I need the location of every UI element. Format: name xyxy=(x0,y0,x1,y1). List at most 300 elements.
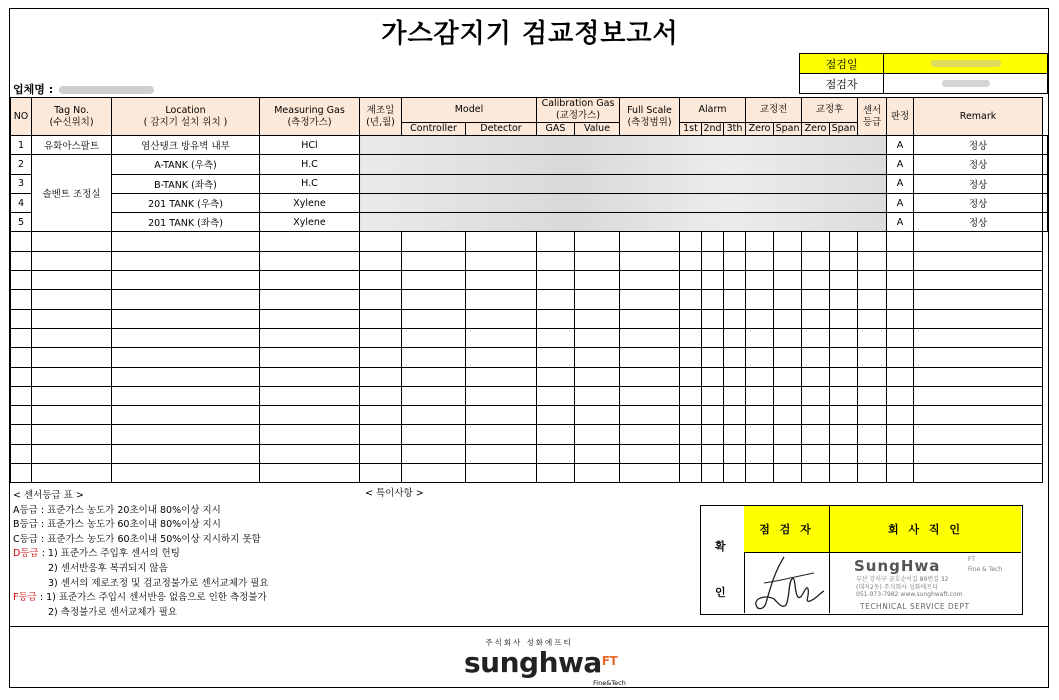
empty-cell xyxy=(112,464,260,483)
empty-cell xyxy=(537,271,575,290)
company-stamp xyxy=(830,553,1021,613)
empty-cell xyxy=(620,444,680,463)
empty-cell xyxy=(575,348,620,367)
empty-cell xyxy=(260,406,360,425)
empty-cell xyxy=(11,232,32,251)
empty-cell xyxy=(802,328,830,347)
empty-cell xyxy=(802,444,830,463)
empty-cell xyxy=(702,406,724,425)
inspection-date-value xyxy=(884,54,1048,74)
empty-cell xyxy=(620,348,680,367)
empty-cell xyxy=(466,367,537,386)
empty-cell xyxy=(112,290,260,309)
empty-table-row xyxy=(11,290,1048,309)
footer-corp-name: 주식회사 성화에프티 xyxy=(485,638,573,647)
empty-cell xyxy=(802,367,830,386)
empty-cell xyxy=(774,348,802,367)
row-redacted xyxy=(360,193,887,212)
header-location: Location ( 감지기 설치 위치 ) xyxy=(112,98,260,136)
header-cal-gas: Calibration Gas (교정가스) xyxy=(537,98,620,123)
header-alarm: Alarm xyxy=(680,98,746,123)
table-row xyxy=(11,193,1048,212)
empty-cell xyxy=(774,464,802,483)
empty-cell xyxy=(112,425,260,444)
empty-cell xyxy=(680,290,702,309)
inspection-date-label: 점검일 xyxy=(800,54,884,74)
empty-cell xyxy=(32,232,112,251)
row-redacted xyxy=(360,136,887,155)
empty-cell xyxy=(260,328,360,347)
empty-cell xyxy=(112,251,260,270)
header-manufactured: 제조일 (년,월) xyxy=(360,98,402,136)
row-grade: A xyxy=(887,155,914,174)
header-after-span: Span xyxy=(830,123,858,136)
empty-cell xyxy=(802,309,830,328)
empty-cell xyxy=(260,348,360,367)
empty-table-row xyxy=(11,406,1048,425)
empty-cell xyxy=(702,328,724,347)
signature-box xyxy=(744,553,830,613)
empty-cell xyxy=(887,425,914,444)
empty-cell xyxy=(537,328,575,347)
row-remark xyxy=(1043,155,1048,174)
empty-cell xyxy=(32,464,112,483)
empty-cell xyxy=(11,464,32,483)
empty-cell xyxy=(402,464,466,483)
empty-cell xyxy=(466,406,537,425)
empty-cell xyxy=(260,290,360,309)
empty-cell xyxy=(724,309,746,328)
empty-cell xyxy=(620,328,680,347)
empty-cell xyxy=(537,348,575,367)
row-no: 5 xyxy=(11,213,32,232)
confirm-side: 확 인 xyxy=(701,506,745,613)
empty-cell xyxy=(402,367,466,386)
empty-cell xyxy=(11,328,32,347)
empty-cell xyxy=(402,406,466,425)
empty-cell xyxy=(680,367,702,386)
empty-cell xyxy=(802,251,830,270)
header-before-span: Span xyxy=(774,123,802,136)
empty-cell xyxy=(575,464,620,483)
empty-cell xyxy=(887,386,914,405)
row-no: 4 xyxy=(11,193,32,212)
empty-cell xyxy=(702,367,724,386)
row-remark xyxy=(1043,136,1048,155)
empty-cell xyxy=(802,464,830,483)
stamp-brand: SungHwa xyxy=(854,557,941,575)
empty-cell xyxy=(680,271,702,290)
empty-cell xyxy=(887,251,914,270)
empty-cell xyxy=(746,232,774,251)
empty-cell xyxy=(620,425,680,444)
grade-d-3: 3) 센서의 제로조정 및 검교정불가로 센서교체가 필요 xyxy=(48,577,269,589)
row-tag-merged: 솔벤트 조정실 xyxy=(32,155,112,232)
empty-cell xyxy=(724,328,746,347)
empty-cell xyxy=(746,464,774,483)
row-gas: H.C xyxy=(260,174,360,193)
row-gas: Xylene xyxy=(260,193,360,212)
empty-cell xyxy=(724,348,746,367)
empty-cell xyxy=(466,309,537,328)
header-tag: Tag No. (수신위치) xyxy=(32,98,112,136)
special-notes-label: < 특이사항 > xyxy=(365,488,424,499)
row-location: A-TANK (우측) xyxy=(112,155,260,174)
empty-cell xyxy=(746,251,774,270)
empty-cell xyxy=(746,290,774,309)
empty-cell xyxy=(32,425,112,444)
empty-cell xyxy=(575,290,620,309)
stamp-dept: TECHNICAL SERVICE DEPT xyxy=(860,602,970,611)
header-grade: 센서 등급 xyxy=(858,98,887,136)
empty-cell xyxy=(887,464,914,483)
empty-cell xyxy=(680,406,702,425)
row-redacted xyxy=(360,213,887,232)
empty-cell xyxy=(887,232,914,251)
table-row xyxy=(11,213,1048,232)
empty-cell xyxy=(402,444,466,463)
header-before-zero: Zero xyxy=(746,123,774,136)
empty-cell xyxy=(466,464,537,483)
empty-cell xyxy=(774,309,802,328)
company-line xyxy=(13,81,154,97)
empty-cell xyxy=(537,425,575,444)
empty-cell xyxy=(260,232,360,251)
empty-cell xyxy=(802,232,830,251)
empty-cell xyxy=(575,232,620,251)
empty-cell xyxy=(360,386,402,405)
empty-table-row xyxy=(11,386,1048,405)
empty-cell xyxy=(724,271,746,290)
empty-cell xyxy=(537,386,575,405)
empty-table-row xyxy=(11,348,1048,367)
empty-cell xyxy=(112,328,260,347)
empty-cell xyxy=(11,406,32,425)
empty-cell xyxy=(11,367,32,386)
empty-cell xyxy=(802,271,830,290)
empty-cell xyxy=(575,367,620,386)
empty-table-row xyxy=(11,251,1048,270)
empty-cell xyxy=(260,464,360,483)
empty-cell xyxy=(724,367,746,386)
empty-cell xyxy=(830,425,858,444)
empty-cell xyxy=(620,232,680,251)
empty-cell xyxy=(914,425,1043,444)
empty-cell xyxy=(466,348,537,367)
empty-cell xyxy=(887,348,914,367)
empty-cell xyxy=(702,425,724,444)
empty-cell xyxy=(32,386,112,405)
stamp-fine: Fine & Tech xyxy=(968,566,1003,573)
empty-cell xyxy=(32,406,112,425)
empty-cell xyxy=(32,444,112,463)
header-after-zero: Zero xyxy=(802,123,830,136)
empty-cell xyxy=(360,406,402,425)
empty-cell xyxy=(724,406,746,425)
row-grade: A xyxy=(887,174,914,193)
empty-cell xyxy=(830,367,858,386)
table-row xyxy=(11,174,1048,193)
inspector-header: 점 검 자 xyxy=(744,506,830,553)
empty-cell xyxy=(112,271,260,290)
row-judge: 정상 xyxy=(914,155,1043,174)
empty-cell xyxy=(914,328,1043,347)
empty-cell xyxy=(402,271,466,290)
empty-cell xyxy=(887,290,914,309)
empty-table-row xyxy=(11,425,1048,444)
row-gas: Xylene xyxy=(260,213,360,232)
empty-cell xyxy=(537,290,575,309)
empty-cell xyxy=(537,251,575,270)
row-gas: H.C xyxy=(260,155,360,174)
empty-cell xyxy=(680,232,702,251)
empty-cell xyxy=(830,290,858,309)
empty-cell xyxy=(858,232,887,251)
empty-cell xyxy=(830,328,858,347)
table-row xyxy=(11,136,1048,155)
empty-cell xyxy=(858,386,887,405)
empty-table-row xyxy=(11,232,1048,251)
empty-cell xyxy=(830,251,858,270)
empty-cell xyxy=(402,386,466,405)
header-alarm-2nd: 2nd xyxy=(703,123,722,134)
company-label: 업체명 : xyxy=(13,83,54,96)
header-model: Model xyxy=(402,98,537,123)
empty-cell xyxy=(724,251,746,270)
empty-cell xyxy=(914,309,1043,328)
row-redacted xyxy=(360,155,887,174)
table-row xyxy=(11,155,1048,174)
empty-cell xyxy=(537,367,575,386)
empty-table-row xyxy=(11,444,1048,463)
grade-d-2: 2) 센서반응후 복귀되지 않음 xyxy=(48,562,168,574)
row-no: 1 xyxy=(11,136,32,155)
empty-cell xyxy=(887,309,914,328)
empty-cell xyxy=(774,406,802,425)
empty-cell xyxy=(680,425,702,444)
empty-cell xyxy=(746,309,774,328)
empty-cell xyxy=(830,386,858,405)
empty-cell xyxy=(620,367,680,386)
empty-cell xyxy=(112,406,260,425)
empty-cell xyxy=(858,464,887,483)
empty-cell xyxy=(680,464,702,483)
empty-cell xyxy=(360,367,402,386)
empty-cell xyxy=(575,271,620,290)
row-grade: A xyxy=(887,193,914,212)
empty-cell xyxy=(746,444,774,463)
empty-cell xyxy=(830,406,858,425)
empty-cell xyxy=(830,444,858,463)
empty-cell xyxy=(466,290,537,309)
empty-cell xyxy=(575,309,620,328)
empty-cell xyxy=(11,348,32,367)
empty-cell xyxy=(830,309,858,328)
empty-cell xyxy=(466,251,537,270)
empty-cell xyxy=(466,386,537,405)
empty-cell xyxy=(702,271,724,290)
empty-cell xyxy=(774,367,802,386)
empty-cell xyxy=(702,251,724,270)
empty-cell xyxy=(830,232,858,251)
empty-cell xyxy=(702,464,724,483)
empty-cell xyxy=(802,290,830,309)
empty-cell xyxy=(32,367,112,386)
empty-cell xyxy=(11,444,32,463)
row-grade: A xyxy=(887,136,914,155)
empty-cell xyxy=(746,367,774,386)
empty-cell xyxy=(830,464,858,483)
empty-cell xyxy=(260,251,360,270)
header-no: NO xyxy=(11,98,32,136)
empty-cell xyxy=(858,309,887,328)
header-before: 교정전 xyxy=(746,98,802,123)
empty-cell xyxy=(802,406,830,425)
row-gas: HCl xyxy=(260,136,360,155)
header-full-scale: Full Scale (측정범위) xyxy=(620,98,680,136)
empty-cell xyxy=(830,348,858,367)
empty-cell xyxy=(620,309,680,328)
empty-cell xyxy=(914,464,1043,483)
calibration-table xyxy=(10,97,1048,483)
empty-cell xyxy=(402,290,466,309)
empty-cell xyxy=(724,232,746,251)
empty-cell xyxy=(360,328,402,347)
empty-cell xyxy=(914,406,1043,425)
empty-cell xyxy=(260,425,360,444)
footer xyxy=(10,626,1048,689)
empty-cell xyxy=(260,309,360,328)
empty-cell xyxy=(724,386,746,405)
empty-cell xyxy=(746,425,774,444)
empty-cell xyxy=(466,271,537,290)
empty-cell xyxy=(260,386,360,405)
row-location: B-TANK (좌측) xyxy=(112,174,260,193)
grade-f: F등급 : 1) 표준가스 주입시 센서반응 없음으로 인한 측정불가 xyxy=(13,592,267,604)
empty-cell xyxy=(575,444,620,463)
empty-cell xyxy=(774,290,802,309)
stamp-ft: FT xyxy=(968,556,976,563)
empty-cell xyxy=(575,328,620,347)
empty-cell xyxy=(402,232,466,251)
empty-cell xyxy=(402,328,466,347)
empty-cell xyxy=(887,328,914,347)
header-detector: Detector xyxy=(466,123,537,136)
empty-cell xyxy=(620,406,680,425)
empty-cell xyxy=(402,425,466,444)
empty-cell xyxy=(620,290,680,309)
empty-cell xyxy=(774,444,802,463)
empty-cell xyxy=(112,309,260,328)
empty-cell xyxy=(32,328,112,347)
stamp-address: 부산 강서구 금호순서길 89번길 32 (대저2동) 주식회사 성화에프티 051-973-7982 www.sunghwaft.com xyxy=(856,576,963,598)
header-value: Value xyxy=(575,123,620,136)
grade-b: B등급 : 표준가스 농도가 60초이내 80%이상 지시 xyxy=(13,519,221,531)
empty-cell xyxy=(702,386,724,405)
header-gas: GAS xyxy=(537,123,575,136)
empty-cell xyxy=(11,386,32,405)
row-redacted xyxy=(360,174,887,193)
notes-title: < 센서등급 표 > xyxy=(13,490,84,501)
empty-cell xyxy=(914,367,1043,386)
row-judge: 정상 xyxy=(914,193,1043,212)
empty-cell xyxy=(858,425,887,444)
empty-cell xyxy=(112,232,260,251)
row-judge: 정상 xyxy=(914,174,1043,193)
empty-cell xyxy=(680,328,702,347)
empty-cell xyxy=(112,386,260,405)
row-location: 201 TANK (우측) xyxy=(112,193,260,212)
empty-cell xyxy=(32,251,112,270)
empty-cell xyxy=(466,444,537,463)
empty-cell xyxy=(32,271,112,290)
empty-cell xyxy=(260,444,360,463)
empty-cell xyxy=(702,309,724,328)
empty-cell xyxy=(746,386,774,405)
empty-cell xyxy=(112,367,260,386)
empty-cell xyxy=(746,271,774,290)
row-remark xyxy=(1043,213,1048,232)
empty-cell xyxy=(402,309,466,328)
grade-d: D등급 : 1) 표준가스 주입후 센서의 헌팅 xyxy=(13,548,180,560)
empty-cell xyxy=(914,251,1043,270)
empty-cell xyxy=(537,444,575,463)
empty-cell xyxy=(260,271,360,290)
empty-cell xyxy=(32,348,112,367)
empty-cell xyxy=(112,444,260,463)
row-judge: 정상 xyxy=(914,136,1043,155)
empty-cell xyxy=(858,290,887,309)
empty-cell xyxy=(858,328,887,347)
row-location: 염산탱크 방유벽 내부 xyxy=(112,136,260,155)
empty-cell xyxy=(914,290,1043,309)
empty-cell xyxy=(887,406,914,425)
empty-cell xyxy=(914,386,1043,405)
empty-cell xyxy=(746,406,774,425)
empty-table-row xyxy=(11,328,1048,347)
empty-cell xyxy=(774,386,802,405)
empty-cell xyxy=(32,309,112,328)
empty-cell xyxy=(466,328,537,347)
empty-cell xyxy=(360,444,402,463)
empty-cell xyxy=(702,348,724,367)
empty-cell xyxy=(724,290,746,309)
empty-cell xyxy=(11,271,32,290)
confirmation-box xyxy=(700,505,1023,615)
empty-cell xyxy=(858,444,887,463)
grade-c: C등급 : 표준가스 농도가 60초이내 50%이상 지시하지 못함 xyxy=(13,533,261,545)
empty-cell xyxy=(360,290,402,309)
empty-cell xyxy=(858,367,887,386)
empty-cell xyxy=(11,425,32,444)
table-body xyxy=(11,136,1048,483)
empty-cell xyxy=(914,348,1043,367)
empty-cell xyxy=(260,367,360,386)
empty-cell xyxy=(724,464,746,483)
row-no: 3 xyxy=(11,174,32,193)
empty-cell xyxy=(774,232,802,251)
empty-cell xyxy=(702,232,724,251)
inspection-info xyxy=(799,53,1048,94)
row-remark xyxy=(1043,193,1048,212)
empty-cell xyxy=(774,328,802,347)
empty-cell xyxy=(680,251,702,270)
empty-cell xyxy=(11,290,32,309)
empty-cell xyxy=(830,271,858,290)
empty-cell xyxy=(466,425,537,444)
empty-cell xyxy=(914,271,1043,290)
report-sheet xyxy=(9,8,1049,688)
